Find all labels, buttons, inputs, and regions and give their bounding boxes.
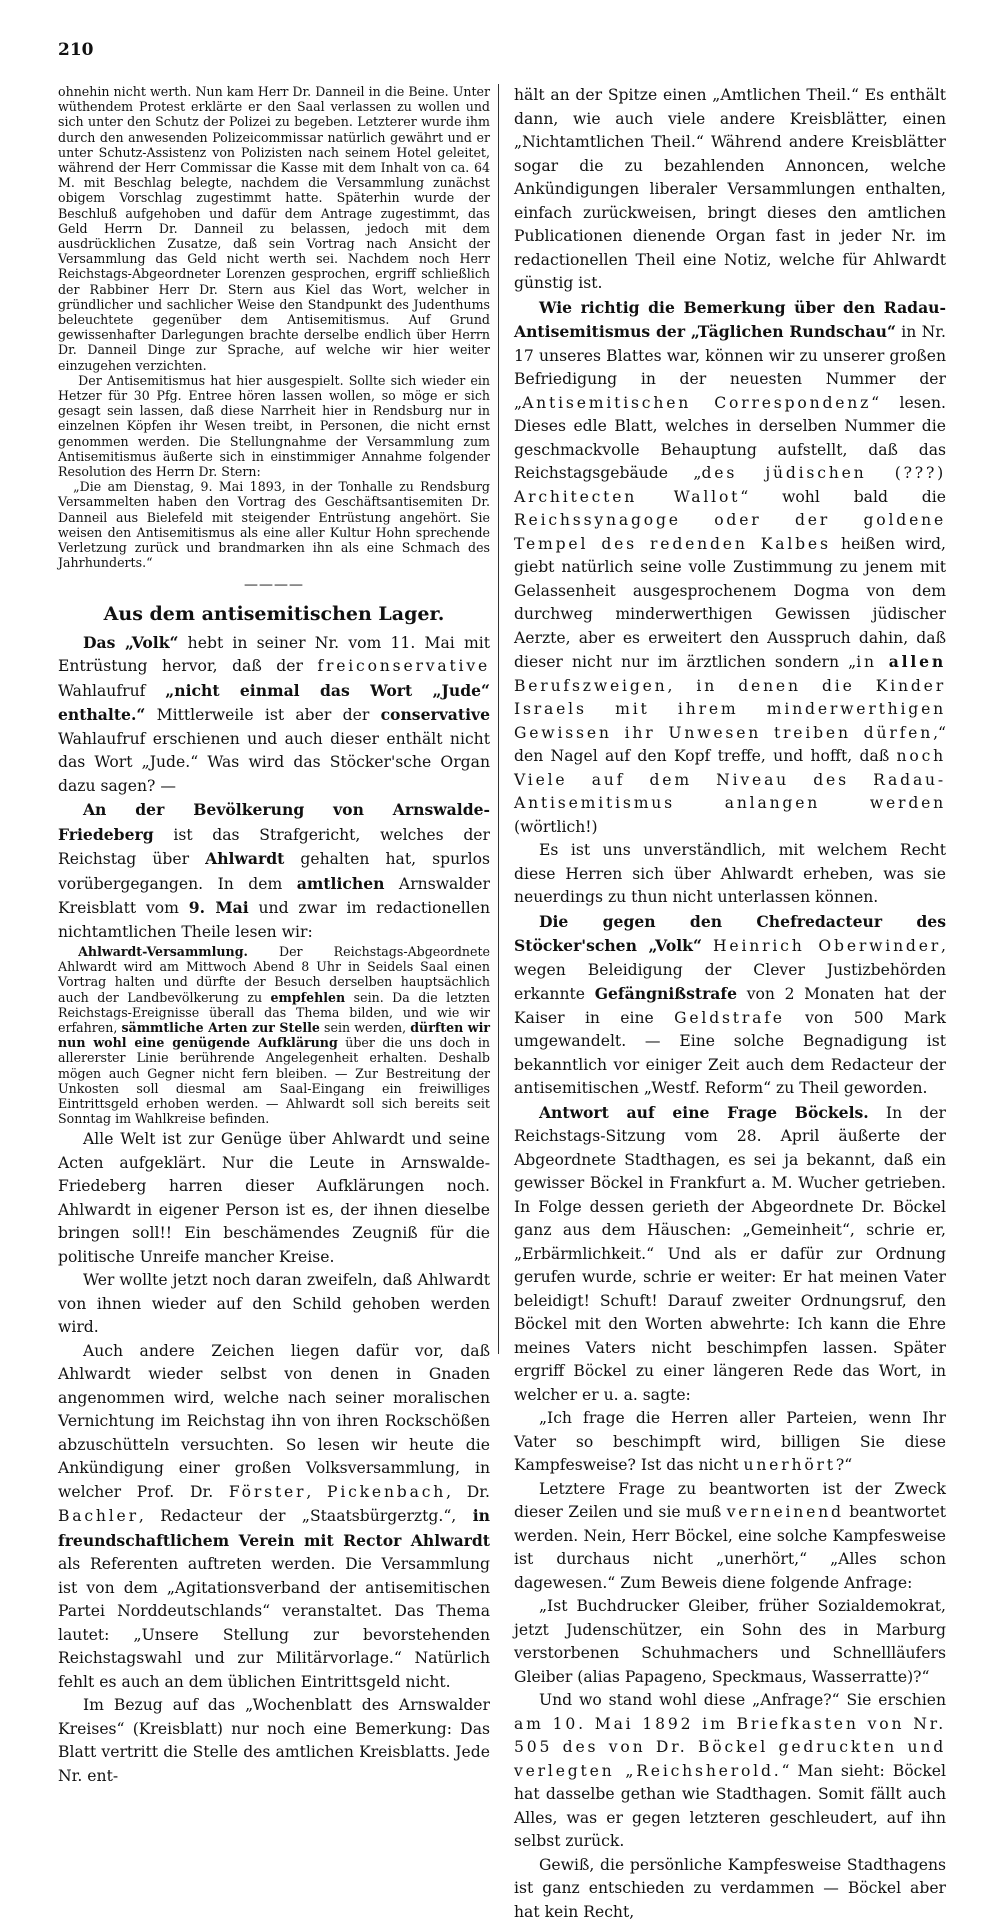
text-run: „Ich frage die Herren aller Parteien, wenn Ihr Vater so beschimpft wird, billigen Sie diese Kampfesweise? Ist das nicht [514,1409,946,1474]
spaced-text: Reichssynagoge oder der goldene Tempel des redenden Kalbes [514,511,946,553]
section-separator: ———— [58,577,490,593]
text-run: über die uns doch in allererster Linie berührende Angelegenheit erhalten. Deshalb mögen auch Gegner nicht fern bleiben. — Zur Bestreitung der Unkosten soll diesmal am Saal-Eingang ein freiwilliges Eintrittsgeld erhoben werden. — Ahlwardt soll sich bereits seit Sonntag im Wahlkreise befinden. [58,1035,490,1126]
spaced-text: unerhört [743,1456,835,1474]
article-paragraph: Im Bezug auf das „Wochenblatt des Arnswalder Kreises“ (Kreisblatt) nur noch eine Bemerkung: Das Blatt vertritt die Stelle des amtlichen Kreisblatts. Jede Nr. ent- [58,1694,490,1788]
text-run: sein werden, [320,1020,410,1035]
spaced-text: Berufszweigen, in denen die Kinder Israels mit ihrem minderwerthigen Gewissen ihr Unwesen treiben dürfen [514,677,946,742]
article-paragraph: ohnehin nicht werth. Nun kam Herr Dr. Danneil in die Beine. Unter wüthendem Protest erklärte er den Saal verlassen zu wollen und sich unter den Schutz der Polizei zu begeben. Letzterer wurde ihm durch den anwesenden Polizeicommissar natürlich gewährt und er unter Schutz-Assistenz von Polizisten nach seinem Hotel geleitet, während der Herr Commissar die Kasse mit dem Inhalt von ca. 64 M. mit Beschlag belegte, nachdem die Versammlung zunächst obigem Vorschlag zugestimmt hatte. Späterhin wurde der Beschluß aufgehoben und dafür dem Antrage zugestimmt, das Geld Herrn Dr. Danneil zu belassen, jedoch mit dem ausdrücklichen Zusatze, daß sein Vortrag nach Ansicht der Versammlung das Geld nicht werth sei. Nachdem noch Herr Reichstags-Abgeordneter Lorenzen gesprochen, ergriff schließlich der Rabbiner Herr Dr. Stern aus Kiel das Wort, welcher in gründlicher und sachlicher Weise den Standpunkt des Judenthums beleuchtete gegenüber dem Antisemitismus. Auf Grund gewissenhafter Darlegungen brachte derselbe endlich über Herrn Dr. Danneil Dinge zur Sprache, auf welche wir hier weiter einzugehen verzichten. [58,84,490,373]
text-run: heißen wird, giebt natürlich seine volle Zustimmung zu jenem mit Gelassenheit ausgesprochenem Dogma von dem durchweg minderwerthigen Gewissen jüdischer Aerzte, aber es erweitert den Ausspruch dahin, daß dieser nicht nur im ärztlichen sondern „ [514,535,946,672]
text-run: von 500 Mark umgewandelt. — Eine solche Begnadigung ist bekanntlich vor einiger Zeit auch dem Redacteur der antisemitischen „Westf. Reform“ zu Theil geworden. [514,1009,946,1098]
section-heading: Aus dem antisemitischen Lager. [58,601,490,627]
text-run: Mittlerweile ist aber der [145,706,380,724]
text-run [702,937,713,955]
text-run: in Nr. 17 unseres Blattes war, können wir zu unserer großen Befriedigung in der neuesten Nummer der „ [514,323,946,412]
article-paragraph: Es ist uns unverständlich, mit welchem Recht diese Herren sich über Ahlwardt erheben, was sie neuerdings zu thun nicht unterlassen können. [514,839,946,910]
article-paragraph [514,1101,946,1408]
bold-text: conservative [381,705,490,724]
text-run: , wegen Beleidigung der Clever Justizbehörden erkannte [514,937,946,1003]
article-paragraph [58,1340,490,1695]
text-run: , [306,1483,327,1501]
text-run: ist das Strafgericht, welches der Reichstag über [58,826,490,869]
lead-text: Ahlwardt-Versammlung. [78,944,248,959]
text-run: Und wo stand wohl diese „Anfrage?“ Sie erschien [539,1691,946,1709]
quoted-notice [58,944,490,1126]
text-run: Auch andere Zeichen liegen dafür vor, daß Ahlwardt wieder selbst von denen in Gnaden angenommen wird, welche nach seiner moralischen Vernichtung im Reichstag ihn von ihren Rockschößen abzuschütteln versuchten. So lesen wir heute die Ankündigung einer großen Volksversammlung, in welcher Prof. Dr. [58,1342,490,1501]
text-run: als Referenten auftreten werden. Die Versammlung ist von dem „Agitationsverband der antisemitischen Partei Norddeutschlands“ veranstaltet. Das Thema lautet: „Unsere Stellung zur bevorstehenden Reichstagswahl und zur Militärvorlage.“ Natürlich fehlt es auch an dem üblichen Eintrittsgeld nicht. [58,1555,490,1691]
spaced-text: am 10. Mai 1892 im Briefkasten von Nr. 505 des von Dr. Böckel gedruckten und verlegten „Reichsherold. [514,1715,946,1780]
text-run: ?“ [836,1456,852,1474]
bold-text: Ahlwardt [205,849,284,868]
text-run: (wörtlich!) [514,818,598,836]
page-number: 210 [58,40,94,60]
spaced-text: noch Viele auf dem Niveau des Radau-Antisemitismus anlangen werden [514,747,946,812]
column-divider [498,84,499,1354]
article-paragraph: Der Antisemitismus hat hier ausgespielt. Sollte sich wieder ein Hetzer für 30 Pfg. Entree hören lassen wollen, so möge er sich gesagt sein lassen, daß diese Narrheit hier in Rendsburg nur in einzelnen Köpfen ihr Wesen treibt, in Personen, die nicht ernst genommen werden. Die Stellungnahme der Versammlung zum Antisemitismus äußerte sich in einstimmiger Annahme folgender Resolution des Herrn Dr. Stern: [58,373,490,479]
text-run: “ Man sieht: Böckel hat dasselbe gethan wie Stadthagen. Somit fällt auch Alles, was er gegen letzteren geschleudert, auf ihn selbst zurück. [514,1762,946,1851]
text-run: , Redacteur der „Staatsbürgerztg.“, [139,1507,473,1525]
spaced-text: Antisemitischen Correspondenz [522,394,871,412]
text-run: sein. Da die letzten Reichstags-Ereignisse überall das Thema bilden, und wie wir erfahren, [58,990,490,1035]
text-run: “ lesen. Dieses edle Blatt, welches in derselben Nummer die geschmackvolle Behauptung aufstellt, daß das Reichstagsgebäude „ [514,394,946,483]
bold-text: 9. Mai [189,898,249,917]
spaced-text: Pickenbach [327,1483,446,1501]
article-paragraph: hält an der Spitze einen „Amtlichen Theil.“ Es enthält dann, wie auch viele andere Kreisblätter, einen „Nichtamtlichen Theil.“ Während andere Kreisblätter sogar die zu bezahlenden Annoncen, welche Ankündigungen liberaler Versammlungen enthalten, einfach zurückweisen, bringt dieses den amtlichen Publicationen dienende Organ fast in jeder Nr. im redactionellen Theil eine Notiz, welche für Ahlwardt günstig ist. [514,84,946,296]
bold-text: allen [889,652,946,671]
text-run: Letztere Frage zu beantworten ist der Zweck dieser Zeilen und sie muß [514,1480,946,1522]
spaced-text: verneinend [727,1503,844,1521]
spaced-text: des jüdischen (???) Architecten Wallot [514,464,946,506]
bold-text: amtlichen [297,874,385,893]
bold-text: in freundschaftlichem Verein mit Rector Ahlwardt [58,1506,490,1550]
article-paragraph [58,631,490,799]
left-column [58,84,490,1788]
spaced-text: freiconservative [317,657,490,675]
text-run: Der Reichstags-Abgeordnete Ahlwardt wird am Mittwoch Abend 8 Uhr in Seidels Saal einen Vortrag halten und dürfte der Besuch derselben hauptsächlich auch der Landbevölkerung zu [58,944,490,1005]
bold-text: „nicht einmal das Wort „Jude“ enthalte.“ [58,681,490,725]
article-paragraph: Wer wollte jetzt noch daran zweifeln, daß Ahlwardt von ihnen wieder auf den Schild gehoben werden wird. [58,1269,490,1340]
spaced-text: Förster [229,1483,306,1501]
text-run: Wahlaufruf erschienen und auch dieser enthält nicht das Wort „Jude.“ Was wird das Stöcker'sche Organ dazu sagen? — [58,730,490,795]
right-column [514,84,946,1924]
text-run: Arnswalder Kreisblatt vom [58,875,490,918]
spaced-text: Heinrich Oberwinder [713,937,941,955]
text-run: In der Reichstags-Sitzung vom 28. April äußerte der Abgeordnete Stadthagen, es sei ja bekannt, daß ein gewisser Böckel in Frankfurt a. M. Wucher getrieben. In Folge dessen gerieth der Abgeordnete Dr. Böckel ganz aus dem Häuschen: „Gemeinheit“, schrie er, „Erbärmlichkeit.“ Und als er dafür zur Ordnung gerufen wurde, schrie er weiter: Er hat meinen Vater beleidigt! Schuft! Darauf zweiter Ordnungsruf, den Böckel mit den Worten abwehrte: Ich kann die Ehre meines Vaters nicht beschimpfen lassen. Später ergriff Böckel zu einer längeren Rede das Wort, in welcher er u. a. sagte: [514,1104,946,1404]
article-paragraph [514,910,946,1101]
article-paragraph: Alle Welt ist zur Genüge über Ahlwardt und seine Acten aufgeklärt. Nur die Leute in Arnswalde-Friedeberg harren dieser Aufklärungen noch. Ahlwardt in eigener Person ist es, der ihnen dieselbe bringen soll!! Ein beschämendes Zeugniß für die politische Unreife mancher Kreise. [58,1128,490,1269]
article-paragraph [514,1478,946,1596]
text-run: beantwortet werden. Nein, Herr Böckel, eine solche Kampfesweise ist durchaus nicht „unerhört,“ „Alles schon dagewesen.“ Zum Beweis diene folgende Anfrage: [514,1503,946,1592]
quoted-speech [514,1407,946,1478]
article-paragraph [514,296,946,840]
lead-text: Wie richtig die Bemerkung über den Radau-Antisemitismus der „Täglichen Rundschau“ [514,298,946,342]
lead-text: Das „Volk“ [83,633,179,652]
resolution-quote: „Die am Dienstag, 9. Mai 1893, in der Tonhalle zu Rendsburg Versammelten haben den Vortrag des Geschäftsantisemiten Dr. Danneil aus Bielefeld mit steigender Entrüstung angehört. Sie weisen den Antisemitismus als eine aller Kultur Hohn sprechende Verletzung zurück und brandmarken ihn als eine Schmach des Jahrhunderts.“ [58,479,490,570]
text-run: Wahlaufruf [58,682,165,700]
text-run: hebt in seiner Nr. vom 11. Mai mit Entrüstung hervor, daß der [58,634,490,676]
text-run: von 2 Monaten hat der Kaiser in eine [514,985,946,1027]
quoted-inquiry: „Ist Buchdrucker Gleiber, früher Sozialdemokrat, jetzt Judenschützer, ein Sohn des in Marburg verstorbenen Schuhmachers und Schnellläufers Gleiber (alias Papageno, Speckmaus, Wasserratte)?“ [514,1595,946,1689]
article-paragraph: Gewiß, die persönliche Kampfesweise Stadthagens ist ganz entschieden zu verdammen — Böckel aber hat kein Recht, [514,1854,946,1924]
text-run: “ wohl bald die [740,488,946,506]
text-run: gehalten hat, spurlos vorübergegangen. In dem [58,850,490,893]
article-paragraph [58,798,490,944]
spaced-text: in [856,653,889,671]
spaced-text: Geldstrafe [674,1009,785,1027]
lead-text: Antwort auf eine Frage Böckels. [539,1103,869,1122]
spaced-text: Bachler [58,1507,139,1525]
lead-text: An der Bevölkerung von Arnswalde-Friedeberg [58,800,490,844]
bold-text: dürften wir nun wohl eine genügende Aufklärung [58,1020,490,1050]
article-paragraph [514,1689,946,1854]
text-run: , Dr. [446,1483,490,1501]
bold-text: Gefängnißstrafe [595,984,737,1003]
text-run: ,“ den Nagel auf den Kopf treffe, und hofft, daß [514,724,946,766]
bold-text: sämmtliche Arten zur Stelle [121,1020,319,1035]
text-run: und zwar im redactionellen nichtamtlichen Theile lesen wir: [58,899,490,941]
bold-text: empfehlen [271,990,346,1005]
lead-text: Die gegen den Chefredacteur des Stöcker'schen „Volk“ [514,912,946,956]
